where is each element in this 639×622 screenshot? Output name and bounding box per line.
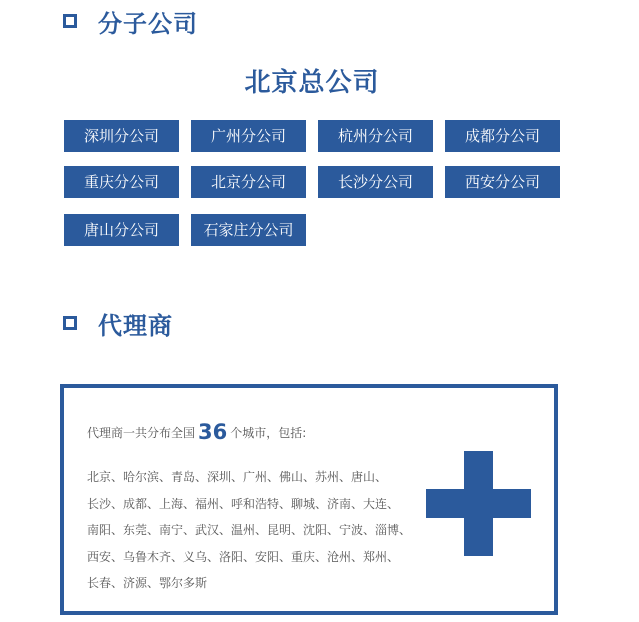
square-bullet-icon bbox=[63, 14, 77, 28]
agent-intro-prefix: 代理商一共分布全国 bbox=[87, 426, 196, 440]
plus-icon-horizontal-bar bbox=[426, 489, 531, 518]
city-list-line: 长春、济源、鄂尔多斯 bbox=[87, 576, 208, 591]
branch-button-shenzhen[interactable]: 深圳分公司 bbox=[64, 120, 179, 152]
agent-city-count: 36 bbox=[198, 420, 228, 444]
branch-button-chongqing[interactable]: 重庆分公司 bbox=[64, 166, 179, 198]
agents-section-header bbox=[63, 308, 173, 338]
branch-button-changsha[interactable]: 长沙分公司 bbox=[318, 166, 433, 198]
branch-button-shijiazhuang[interactable]: 石家庄分公司 bbox=[191, 214, 306, 246]
city-list-line: 北京、哈尔滨、青岛、深圳、广州、佛山、苏州、唐山、 bbox=[87, 470, 388, 484]
branches-section-title: 分子公司 bbox=[98, 9, 198, 38]
agent-info-box bbox=[60, 384, 558, 615]
branch-button-xian[interactable]: 西安分公司 bbox=[445, 166, 560, 198]
branch-button-tangshan[interactable]: 唐山分公司 bbox=[64, 214, 179, 246]
agent-intro bbox=[87, 420, 306, 444]
city-list-line: 西安、乌鲁木齐、义乌、洛阳、安阳、重庆、沧州、郑州、 bbox=[87, 549, 400, 564]
branch-button-hangzhou[interactable]: 杭州分公司 bbox=[318, 120, 433, 152]
square-bullet-icon bbox=[63, 316, 77, 330]
branch-button-guangzhou[interactable]: 广州分公司 bbox=[191, 120, 306, 152]
branch-button-chengdu[interactable]: 成都分公司 bbox=[445, 120, 560, 152]
agent-city-list bbox=[87, 464, 412, 597]
city-list-line: 长沙、成都、上海、福州、呼和浩特、聊城、济南、大连、 bbox=[87, 496, 400, 511]
agent-intro-suffix: 个城市，包括: bbox=[230, 426, 307, 440]
city-list-line: 南阳、东莞、南宁、武汉、温州、昆明、沈阳、宁波、淄博、 bbox=[87, 523, 412, 538]
branches-section-header bbox=[63, 6, 198, 36]
headquarters-title: 北京总公司 bbox=[244, 68, 380, 98]
plus-icon bbox=[426, 451, 531, 556]
branch-button-beijing[interactable]: 北京分公司 bbox=[191, 166, 306, 198]
agents-section-title: 代理商 bbox=[98, 311, 173, 340]
